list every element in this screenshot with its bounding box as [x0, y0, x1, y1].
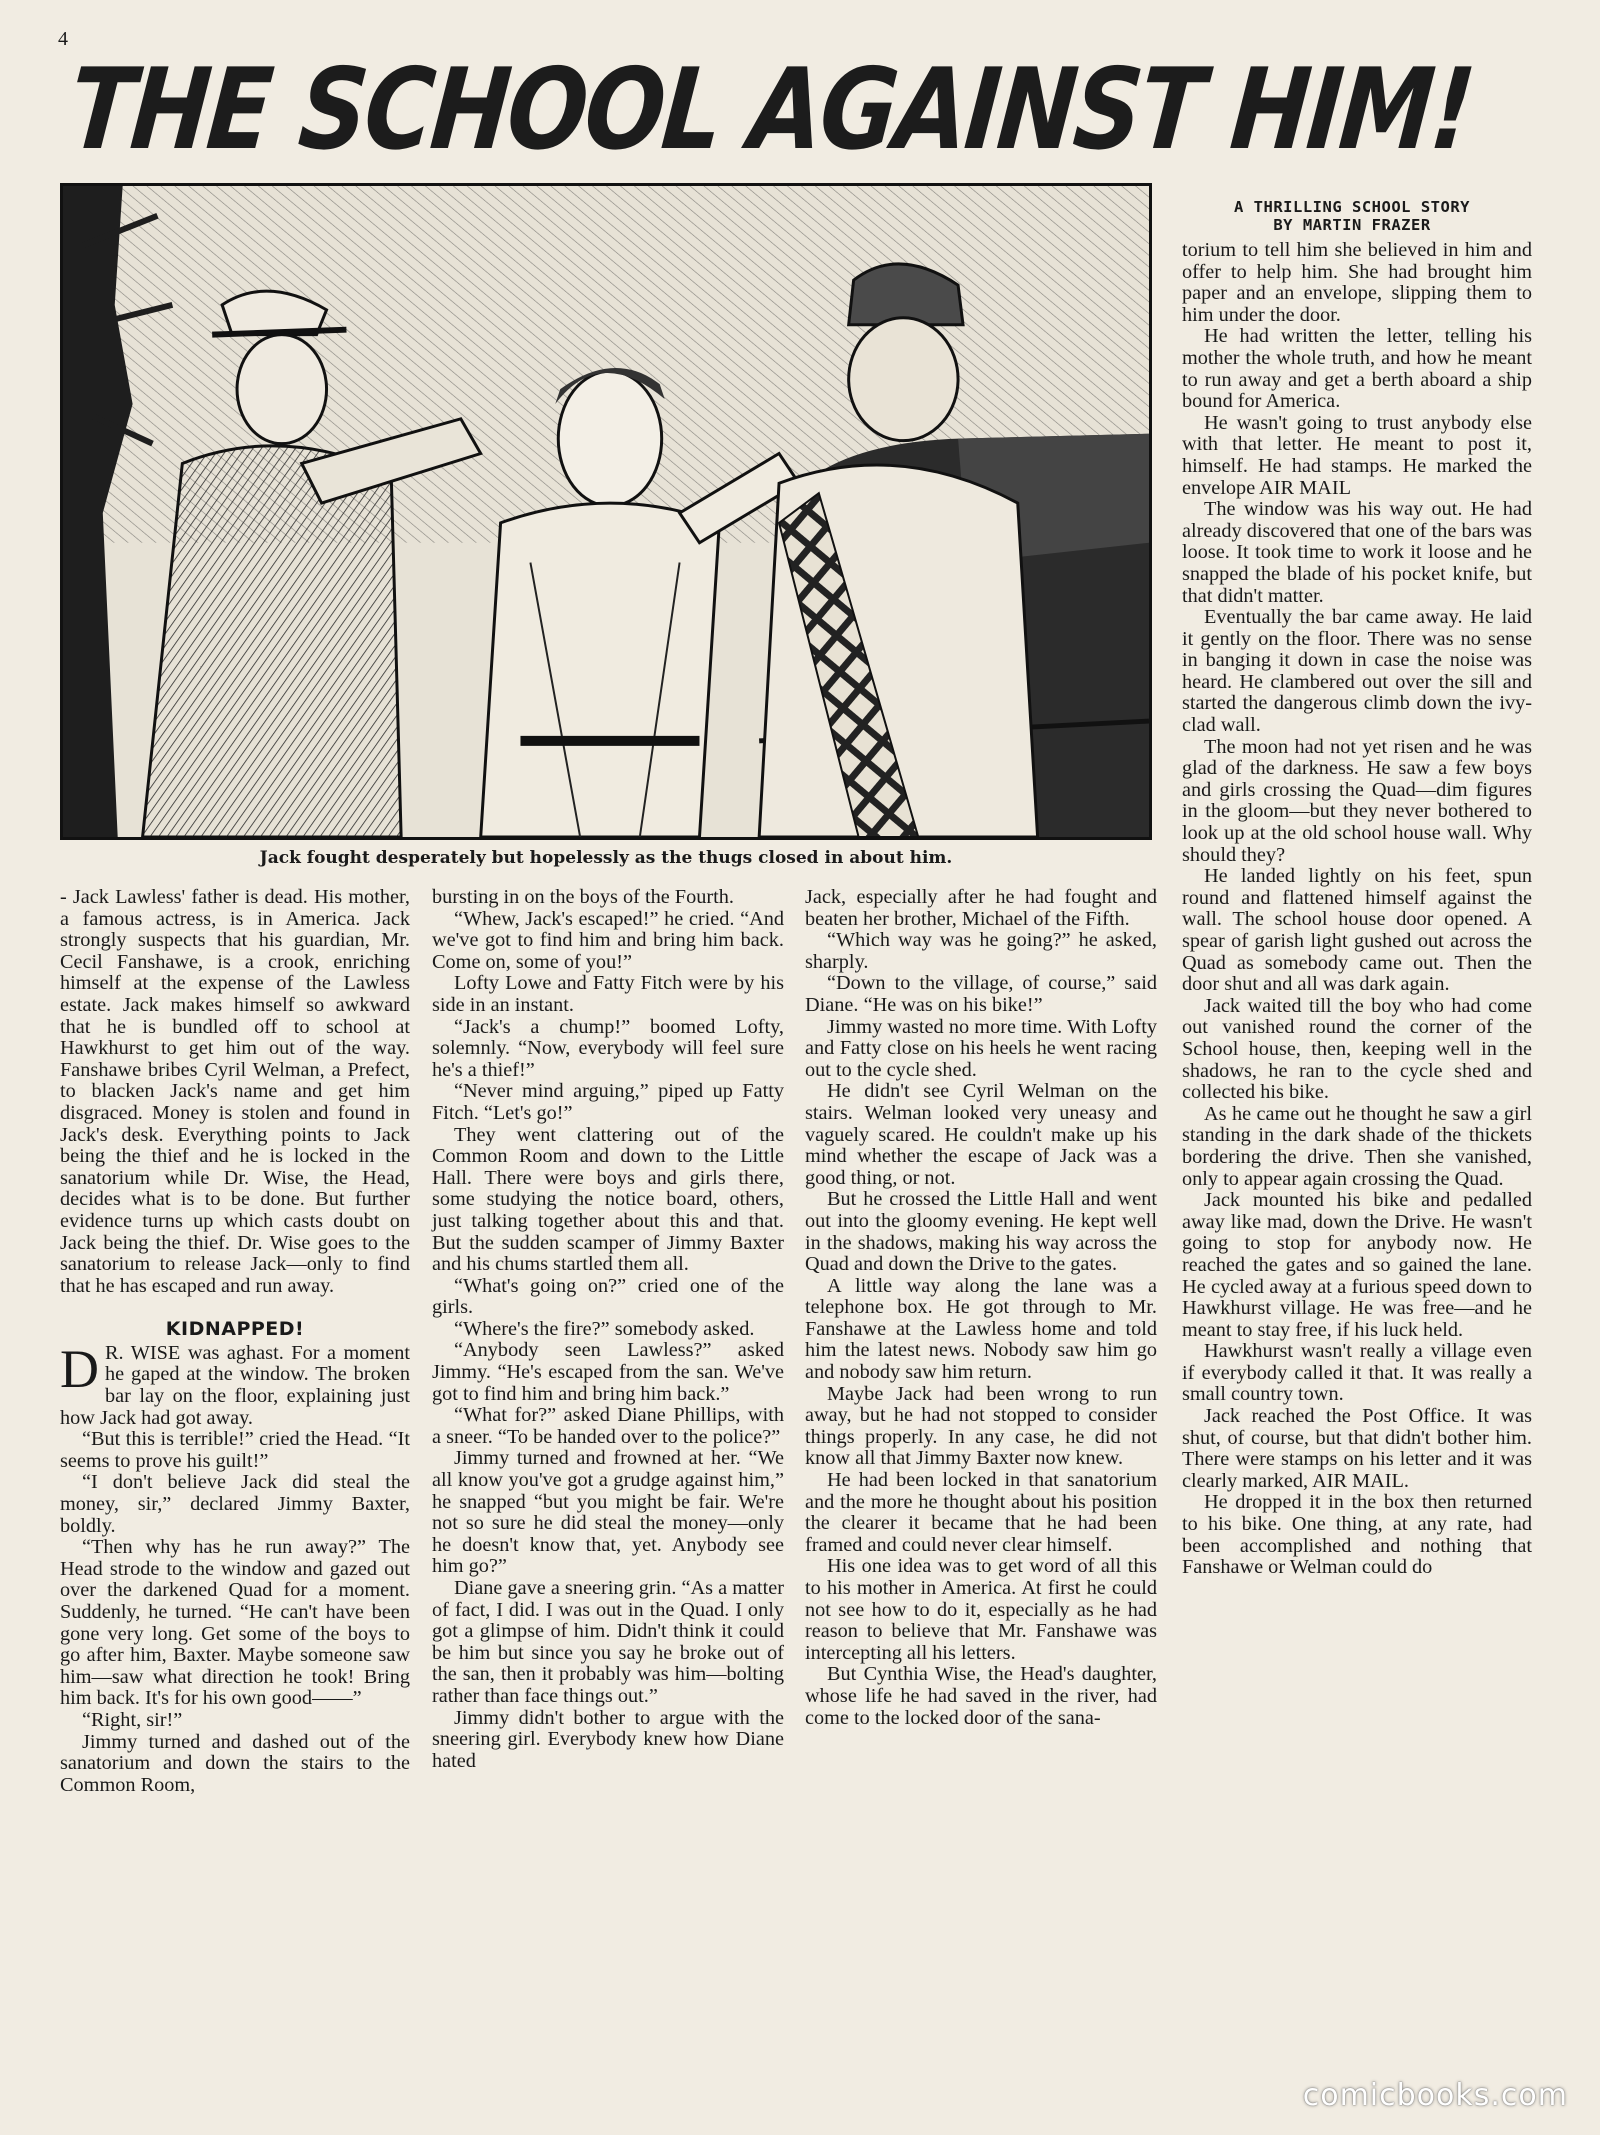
byline-author: BY MARTIN FRAZER [1273, 216, 1431, 234]
paragraph: “Whew, Jack's escaped!” he cried. “And we've got to find him and bring him back. Come on, some of you!” [432, 907, 784, 973]
synopsis-paragraph: - Jack Lawless' father is dead. His mother, a famous actress, is in America. Jack strongly suspects that his guardian, Mr. Cecil Fanshawe, is a crook, enriching himself at the expense of the Lawless estate. Jack makes himself so awkward that he is bundled off to school at Hawkhurst to get him out of the way. Fanshawe bribes Cyril Welman, a Prefect, to blacken Jack's name and get him disgraced. Money is stolen and found in Jack's desk. Everything points to Jack being the thief and he is locked in the sanatorium while Dr. Wise, the Head, decides what is to be done. But further evidence turns up which casts doubt on Jack being the thief. Dr. Wise goes to the sanatorium to release Jack—only to find that he has escaped and run away. [60, 886, 410, 1297]
paragraph: He had been locked in that sanatorium and the more he thought about his position the clearer it became that he had been framed and could never clear himself. [805, 1469, 1157, 1556]
story-illustration [60, 183, 1152, 840]
text-column-4 [1182, 240, 1532, 1579]
paragraph: “Which way was he going?” he asked, sharply. [805, 929, 1157, 973]
paragraph: “Jack's a chump!” boomed Lofty, solemnly. “Now, everybody will feel sure he's a thief!” [432, 1015, 784, 1081]
paragraph: Diane gave a sneering grin. “As a matter of fact, I did. I was out in the Quad. I only got a glimpse of him. Didn't think it could be him but since you say he broke out of the san, then it probably was him—bolting rather than face things out.” [432, 1577, 784, 1707]
fight-scene-drawing [63, 186, 1149, 837]
paragraph: “Right, sir!” [82, 1708, 183, 1731]
text-column-3 [805, 887, 1157, 1729]
paragraph: A little way along the lane was a telephone box. He got through to Mr. Fanshawe at the Lawless home and told him the latest news. Nobody saw him go and nobody saw him return. [805, 1274, 1157, 1384]
paragraph: “I don't believe Jack did steal the money, sir,” declared Jimmy Baxter, boldly. [60, 1471, 410, 1537]
paragraph: He had written the letter, telling his mother the whole truth, and how he meant to run away and get a berth aboard a ship bound for America. [1182, 325, 1532, 413]
paragraph: The moon had not yet risen and he was glad of the darkness. He saw a few boys and girls crossing the Quad—dim figures in the gloom—but they never bothered to look up at the old school house wall. Why should they? [1182, 735, 1532, 866]
paragraph: Jack reached the Post Office. It was shut, of course, but that didn't bother him. There were stamps on his letter and it was clearly marked, AIR MAIL. [1182, 1405, 1532, 1492]
paragraph: He dropped it in the box then returned to his bike. One thing, at any rate, had been accomplished and nothing that Fanshawe or Welman could do [1182, 1491, 1532, 1579]
paragraph: He didn't see Cyril Welman on the stairs. Welman looked very uneasy and vaguely scared. He couldn't make up his mind whether the escape of Jack was a good thing, or not. [805, 1080, 1157, 1189]
paragraph-text: R. WISE was aghast. For a moment he gaped at the window. The broken bar lay on the floor, explaining just how Jack had got away. [60, 1341, 410, 1429]
paragraph: But he crossed the Little Hall and went out into the gloomy evening. He kept well in the shadows, making his way across the Quad and down the Drive to the gates. [805, 1188, 1157, 1276]
illustration-caption: Jack fought desperately but hopelessly as the thugs closed in about him. [259, 848, 953, 868]
paragraph: Jack mounted his bike and pedalled away like mad, down the Drive. He wasn't going to stop for anybody now. He reached the gates and so gained the lane. He cycled away at a furious speed down to Hawkhurst village. He was free—and he meant to stay free, if his luck held. [1182, 1189, 1532, 1341]
paragraph: Jimmy wasted no more time. With Lofty and Fatty close on his heels he went racing out to the cycle shed. [805, 1015, 1157, 1081]
paragraph: But Cynthia Wise, the Head's daughter, whose life he had saved in the river, had come to the locked door of the sana- [805, 1663, 1157, 1729]
text-column-1 [60, 887, 410, 1796]
paragraph: Eventually the bar came away. He laid it gently on the floor. There was no sense in banging it down in case the noise was heard. He clambered out over the sill and started the dangerous climb down the ivy-clad wall. [1182, 606, 1532, 737]
paragraph: Jack, especially after he had fought and beaten her brother, Michael of the Fifth. [805, 886, 1157, 930]
paragraph: He landed lightly on his feet, spun round and flattened himself against the wall. The school house door opened. A spear of garish light gushed out across the Quad as somebody came out. Then the door shut and all was dark again. [1182, 865, 1532, 996]
section-subheading: KIDNAPPED! [165, 1318, 305, 1341]
site-watermark: comicbooks.com [1302, 2078, 1568, 2113]
paragraph: “What for?” asked Diane Phillips, with a sneer. “To be handed over to the police?” [432, 1404, 784, 1448]
paragraph: “Never mind arguing,” piped up Fatty Fitch. “Let's go!” [432, 1080, 784, 1124]
paragraph: “Then why has he run away?” The Head strode to the window and gazed out over the darkened Quad for a moment. Suddenly, he turned. “He can't have been gone very long. Get some of the boys to go after him, Baxter. Maybe someone saw him—saw what direction he took! Bring him back. It's for his own good——” [60, 1536, 410, 1710]
paragraph: “Anybody seen Lawless?” asked Jimmy. “He's escaped from the san. We've got to find him and bring him back.” [432, 1339, 784, 1405]
byline-tagline: A THRILLING SCHOOL STORY [1234, 198, 1470, 216]
paragraph: Jimmy turned and frowned at her. “We all know you've got a grudge against him,” he snapped “but you might be fair. We're not so sure he did steal the money—only he doesn't know that, yet. Anybody see him go?” [432, 1447, 784, 1578]
paragraph: His one idea was to get word of all this to his mother in America. At first he could not see how to do it, especially as he had reason to believe that Mr. Fanshawe was intercepting all his letters. [805, 1555, 1157, 1664]
paragraph: Hawkhurst wasn't really a village even if everybody called it that. It was really a small country town. [1182, 1340, 1532, 1406]
paragraph: As he came out he thought he saw a girl standing in the dark shade of the thickets bordering the drive. Then she vanished, only to appear again crossing the Quad. [1182, 1102, 1532, 1190]
story-headline: THE SCHOOL AGAINST HIM! [64, 45, 1478, 175]
drop-cap: D [60, 1338, 99, 1399]
paragraph: “What's going on?” cried one of the girls. [432, 1274, 784, 1319]
text-column-2 [432, 887, 784, 1772]
page-number: 4 [58, 28, 68, 50]
paragraph: Jimmy turned and dashed out of the sanatorium and down the stairs to the Common Room, [60, 1730, 410, 1796]
paragraph: “Where's the fire?” somebody asked. [454, 1317, 755, 1340]
paragraph: Maybe Jack had been wrong to run away, but he had not stopped to consider things properly. In any case, he did not know all that Jimmy Baxter now knew. [805, 1382, 1157, 1470]
paragraph: The window was his way out. He had already discovered that one of the bars was loose. It took time to work it loose and he snapped the blade of his pocket knife, but that didn't matter. [1182, 498, 1532, 607]
paragraph: “But this is terrible!” cried the Head. “It seems to prove his guilt!” [60, 1428, 410, 1472]
paragraph: Lofty Lowe and Fatty Fitch were by his side in an instant. [432, 972, 784, 1016]
paragraph: “Down to the village, of course,” said Diane. “He was on his bike!” [805, 972, 1157, 1016]
paragraph: Jack waited till the boy who had come out vanished round the corner of the School house, then, keeping well in the shadows, he ran to the cycle shed and collected his bike. [1182, 994, 1532, 1104]
paragraph: bursting in on the boys of the Fourth. [432, 886, 734, 908]
paragraph: torium to tell him she believed in him and offer to help him. She had brought him paper and an envelope, slipping them to him under the door. [1182, 239, 1532, 326]
paragraph: Jimmy didn't bother to argue with the sneering girl. Everybody knew how Diane hated [432, 1706, 784, 1772]
story-byline [1172, 198, 1532, 234]
paragraph: He wasn't going to trust anybody else with that letter. He meant to post it, himself. He had stamps. He marked the envelope AIR MAIL [1182, 411, 1532, 499]
paragraph [60, 1338, 410, 1429]
paragraph: They went clattering out of the Common Room and down to the Little Hall. There were boys and girls there, some studying the notice board, others, just talking together about this and that. But the sudden scamper of Jimmy Baxter and his chums startled them all. [432, 1123, 784, 1276]
